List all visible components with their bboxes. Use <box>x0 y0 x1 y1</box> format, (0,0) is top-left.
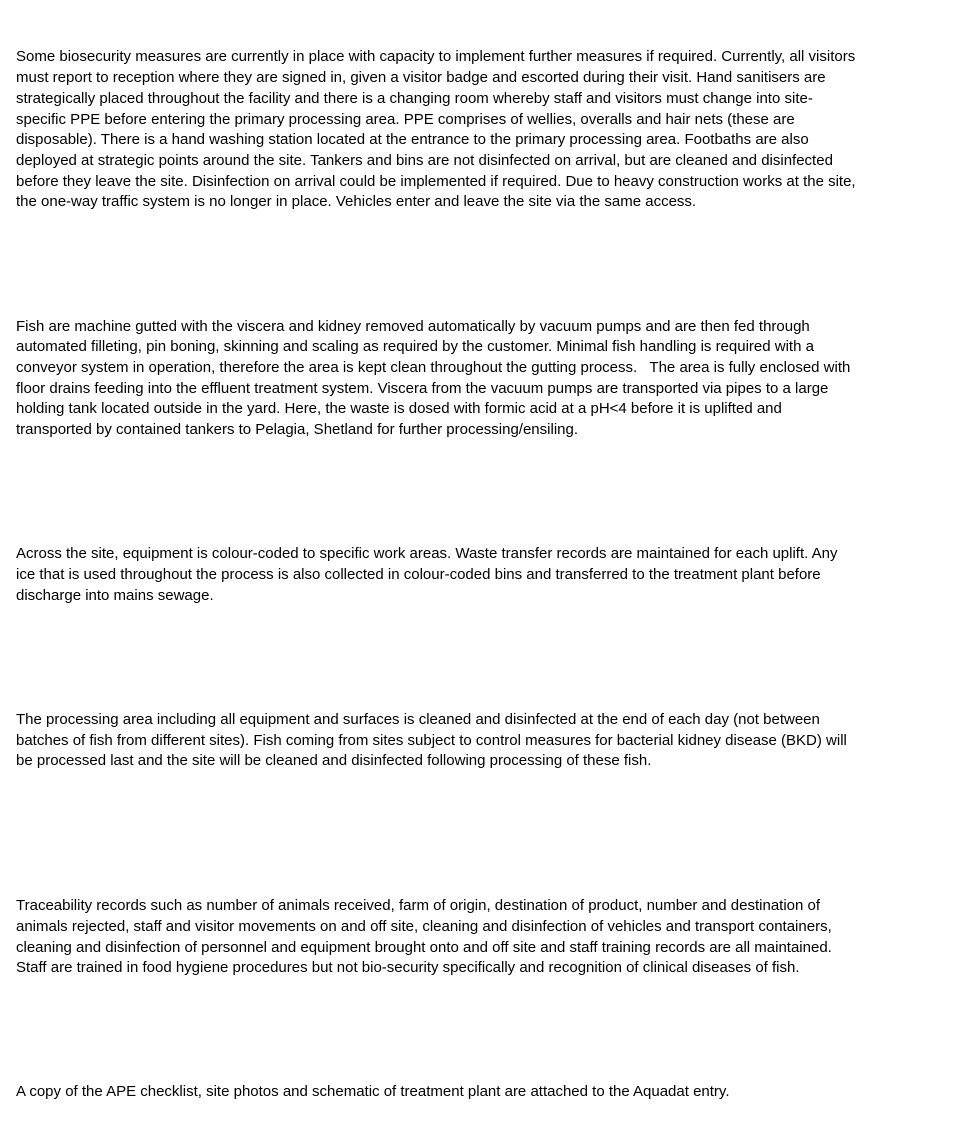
paragraph-traceability: Traceability records such as number of animals received, farm of origin, destination of product, number and destination of animals rejected, staff and visitor movements on and off site, cleaning and disinfection of vehicles and transport containers, cleaning and disinfection of personnel and equipment brought onto and off site and staff training records are all maintained. Staff are trained in food hygiene procedures but not bio-security specifically and recognition of clinical diseases of fish. <box>16 897 832 977</box>
paragraph-spacer <box>16 813 951 854</box>
paragraph-spacer <box>16 482 951 503</box>
paragraph-fish-processing: Fish are machine gutted with the viscera and kidney removed automatically by vacuum pumps and are then fed through automated filleting, pin boning, skinning and scaling as required by the customer. Minimal fish handling is required with a conveyor system in operation, therefore the area is kept clean throughout the gutting process. The area is fully enclosed with floor drains feeding into the effluent treatment system. Viscera from the vacuum pumps are transported via pipes to a large holding tank located outside in the yard. Here, the waste is dosed with formic acid at a pH<4 before it is uplifted and transported by contained tankers to Pelagia, Shetland for further processing/ensiling. <box>16 317 851 439</box>
paragraph-biosecurity: Some biosecurity measures are currently in place with capacity to implement further measures if required. Currently, all visitors must report to reception where they are signed in, given a visitor badge and escorted during their visit. Hand sanitisers are strategically placed throughout the facility and there is a changing room whereby staff and visitors must change into site- specific PPE before entering the primary processing area. PPE comprises of wellies, overalls and hair nets (these are disposable). There is a hand washing station located at the entrance to the primary processing area. Footbaths are also deployed at strategic points around the site. Tankers and bins are not disinfected on arrival, but are cleaned and disinfected before they leave the site. Disinfection on arrival could be implemented if required. Due to heavy construction works at the site, the one-way traffic system is no longer in place. Vehicles enter and leave the site via the same access. <box>16 48 856 211</box>
paragraph-spacer <box>16 254 951 275</box>
paragraph-spacer <box>16 1020 951 1041</box>
paragraph-cleaning: The processing area including all equipment and surfaces is cleaned and disinfected at the end of each day (not between batches of fish from different sites). Fish coming from sites subject to control measures for bacterial kidney disease (BKD) will be processed last and the site will be cleaned and disinfected following processing of these fish. <box>16 710 847 770</box>
paragraph-attachments: A copy of the APE checklist, site photos and schematic of treatment plant are attached to the Aquadat entry. <box>16 1083 730 1101</box>
paragraph-colour-coding: Across the site, equipment is colour-coded to specific work areas. Waste transfer records are maintained for each uplift. Any ice that is used throughout the process is also collected in colour-coded bins and transferred to the treatment plant before discharge into mains sewage. <box>16 545 838 604</box>
document-body <box>16 6 951 1124</box>
